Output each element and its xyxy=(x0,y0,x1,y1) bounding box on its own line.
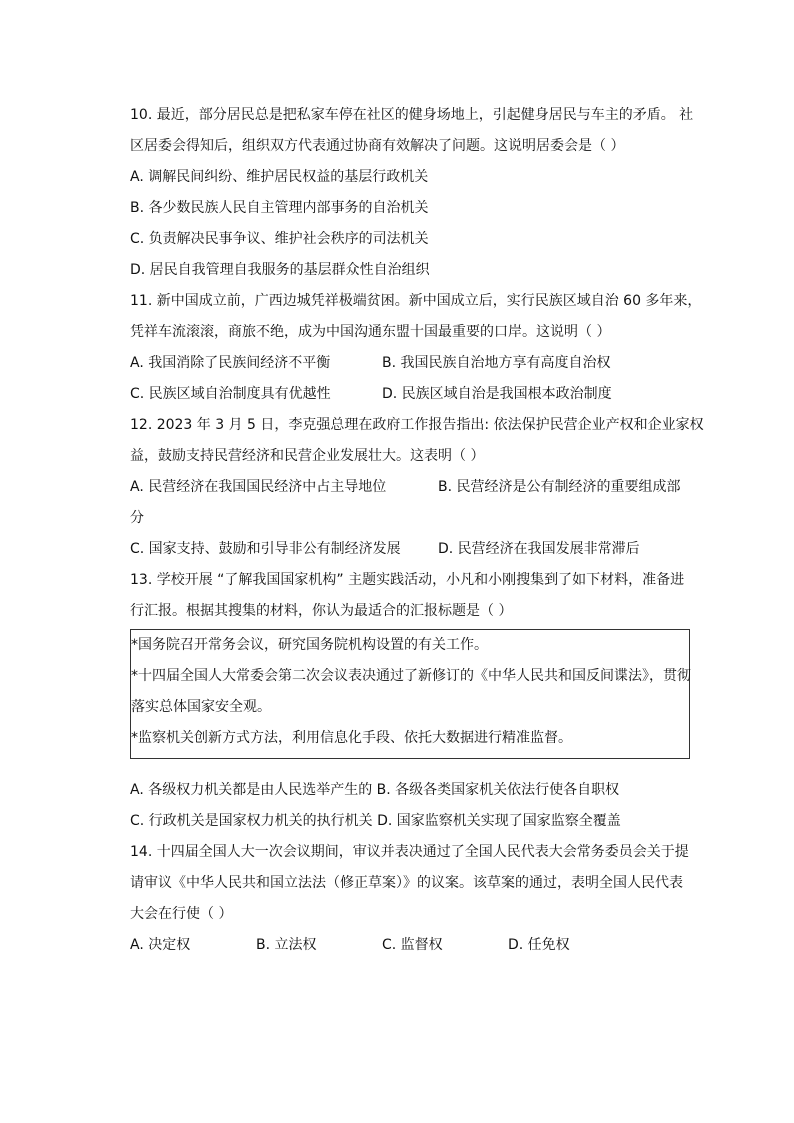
q13-options-ab: A. 各级权力机关都是由人民选举产生的 B. 各级各类国家机关依法行使各自职权 xyxy=(130,782,620,798)
question-13 xyxy=(130,565,690,837)
q10-option-d: D. 居民自我管理自我服务的基层群众性自治组织 xyxy=(130,262,430,278)
q11-option-c: C. 民族区域自治制度具有优越性 xyxy=(130,386,331,402)
q12-options-row-2 xyxy=(130,534,690,565)
q13-material-line-1: *国务院召开常务会议，研究国务院机构设置的有关工作。 xyxy=(131,637,488,653)
q12-option-a: A. 民营经济在我国国民经济中占主导地位 xyxy=(130,479,387,495)
q10-stem-line-1: 10. 最近，部分居民总是把私家车停在社区的健身场地上，引起健身居民与车主的矛盾。 社 xyxy=(130,107,694,123)
q14-option-a: A. 决定权 xyxy=(130,937,191,953)
q13-stem-line-1: 13. 学校开展 “了解我国国家机构” 主题实践活动，小凡和小刚搜集到了如下材料，准备进 xyxy=(130,572,685,588)
q10-option-b: B. 各少数民族人民自主管理内部事务的自治机关 xyxy=(130,200,429,216)
spacer xyxy=(130,759,690,775)
q12-options-row-1 xyxy=(130,472,690,503)
q14-option-b: B. 立法权 xyxy=(256,937,317,953)
q10-option-c: C. 负责解决民事争议、维护社会秩序的司法机关 xyxy=(130,231,429,247)
q11-option-d: D. 民族区域自治是我国根本政治制度 xyxy=(382,386,612,402)
q11-options-row-2 xyxy=(130,379,690,410)
q13-options-cd: C. 行政机关是国家权力机关的执行机关 D. 国家监察机关实现了国家监察全覆盖 xyxy=(130,813,621,829)
q14-stem-line-3: 大会在行使（ ） xyxy=(130,906,233,922)
q13-material-line-2: *十四届全国人大常委会第二次会议表决通过了新修订的《中华人民共和国反间谍法》，贯彻 xyxy=(131,668,691,684)
q12-option-b: B. 民营经济是公有制经济的重要组成部 xyxy=(438,479,681,495)
q12-stem-line-2: 益，鼓励支持民营经济和民营企业发展壮大。这表明（ ） xyxy=(130,448,485,464)
q13-stem-line-2: 行汇报。根据其搜集的材料，你认为最适合的汇报标题是（ ） xyxy=(130,603,513,619)
q10-option-a: A. 调解民间纠纷、维护居民权益的基层行政机关 xyxy=(130,169,429,185)
q12-option-c: C. 国家支持、鼓励和引导非公有制经济发展 xyxy=(130,541,401,557)
question-10 xyxy=(130,100,694,286)
q12-option-d: D. 民营经济在我国发展非常滞后 xyxy=(438,541,640,557)
q14-options-row xyxy=(130,930,690,961)
q10-stem-line-2: 区居委会得知后，组织双方代表通过协商有效解决了问题。这说明居委会是（ ） xyxy=(130,138,625,154)
q11-stem-line-1: 11. 新中国成立前，广西边城凭祥极端贫困。新中国成立后，实行民族区域自治 60 多年来， xyxy=(130,293,702,309)
question-12 xyxy=(130,410,704,565)
q14-option-d: D. 任免权 xyxy=(508,937,570,953)
q14-stem-line-1: 14. 十四届全国人大一次会议期间，审议并表决通过了全国人民代表大会常务委员会关于提 xyxy=(130,844,689,860)
question-14 xyxy=(130,837,690,961)
q13-material-line-4: *监察机关创新方式方法，利用信息化手段、依托大数据进行精准监督。 xyxy=(131,730,572,746)
q12-stem-line-1: 12. 2023 年 3 月 5 日，李克强总理在政府工作报告指出: 依法保护民营企业产权和企业家权 xyxy=(130,417,704,433)
q13-material-box xyxy=(130,629,690,759)
q12-option-b-wrap: 分 xyxy=(130,510,144,526)
q11-options-row-1 xyxy=(130,348,690,379)
q11-option-b: B. 我国民族自治地方享有高度自治权 xyxy=(382,355,611,371)
exam-page xyxy=(130,100,704,961)
q14-stem-line-2: 请审议《中华人民共和国立法法（修正草案）》的议案。该草案的通过，表明全国人民代表 xyxy=(130,875,683,891)
question-11 xyxy=(130,286,702,410)
q11-stem-line-2: 凭祥车流滚滚，商旅不绝，成为中国沟通东盟十国最重要的口岸。这说明（ ） xyxy=(130,324,611,340)
q14-option-c: C. 监督权 xyxy=(382,937,443,953)
q13-material-line-3: 落实总体国家安全观。 xyxy=(131,699,271,715)
q11-option-a: A. 我国消除了民族间经济不平衡 xyxy=(130,355,331,371)
